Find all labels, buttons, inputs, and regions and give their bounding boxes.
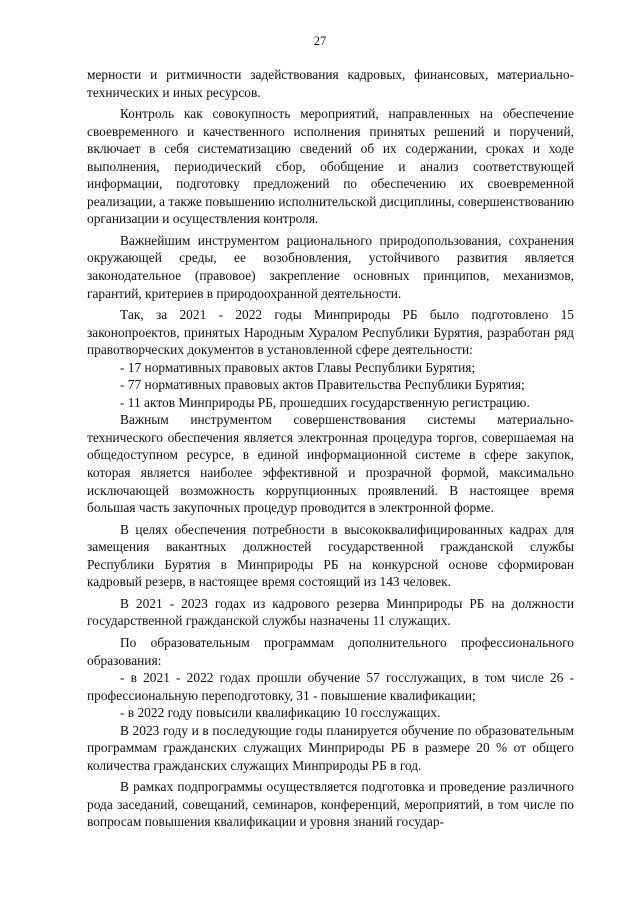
list-item-ministry-acts: - 11 актов Минприроды РБ, прошедших государственную регистрацию. xyxy=(120,394,530,410)
paragraph-bills: Так, за 2021 - 2022 годы Минприроды РБ было подготовлено 15 законопроектов, принятых Народным Хуралом Республики Бурятия, разработан ряд правотворческих документов в установленной сфере деятельности: xyxy=(87,307,574,358)
paragraph-resources-continuation: мерности и ритмичности задействования кадровых, финансовых, материально-технических и иных ресурсов. xyxy=(87,67,574,100)
list-item-training-2021-2022: - в 2021 - 2022 годах прошли обучение 57 госслужащих, в том числе 26 - профессиональную переподготовку, 31 - повышение квалификации; xyxy=(87,670,574,703)
paragraph-personnel-reserve: В целях обеспечения потребности в высококвалифицированных кадрах для замещения вакантных должностей государственной гражданской службы Республики Бурятия в Минприроды РБ на конкурсной основе сформирован кадровый резерв, в настоящее время состоящий из 143 человек. xyxy=(87,521,574,590)
paragraph-appointments: В 2021 - 2023 годах из кадрового резерва Минприроды РБ на должности государственной гражданской службы назначены 11 служащих. xyxy=(87,595,574,629)
paragraph-training-plan: В 2023 году и в последующие годы планируется обучение по образовательным программам гражданских служащих Минприроды РБ в размере 20 % от общего количества гражданских служащих Минприроды РБ в год. xyxy=(87,722,574,773)
paragraph-control: Контроль как совокупность мероприятий, направленных на обеспечение своевременного и качественного исполнения принятых решений и поручений, включает в себя систематизацию сведений об их содержании, сроках и ходе выполнения, периодический сбор, обобщение и анализ соответствующей информации, подготовку предложений по обеспечению их своевременной реализации, а также повышению исполнительской дисциплины, совершенствованию организации и осуществления контроля. xyxy=(87,106,574,227)
list-item-training-2022: - в 2022 году повысили квалификацию 10 госслужащих. xyxy=(120,705,441,721)
paragraph-legislation: Важнейшим инструментом рационального природопользования, сохранения окружающей среды, ее возобновления, устойчивого развития является законодательное (правовое) закрепление основных принципов, механизмов, гарантий, критериев в природоохранной деятельности. xyxy=(87,232,574,301)
document-body xyxy=(87,66,574,831)
paragraph-education-programs: По образовательным программам дополнительного профессионального образования: xyxy=(87,634,574,668)
list-item-government-acts: - 77 нормативных правовых актов Правительства Республики Бурятия; xyxy=(120,377,525,393)
paragraph-procurement: Важным инструментом совершенствования системы материально-технического обеспечения является электронная процедура торгов, совершаемая на общедоступном ресурсе, в единой информационной системе в сфере закупок, которая является наиболее эффективной и прозрачной формой, максимально исключающей возможность коррупционных проявлений. В настоящее время большая часть закупочных процедур проводится в электронной форме. xyxy=(87,412,574,516)
page-number: 27 xyxy=(313,34,327,48)
paragraph-subprogram-events: В рамках подпрограммы осуществляется подготовка и проведение различного рода заседаний, совещаний, семинаров, конференций, мероприятий, в том числе по вопросам повышения квалификации и уровня знаний государ- xyxy=(87,779,574,830)
list-item-head-acts: - 17 нормативных правовых актов Главы Республики Бурятия; xyxy=(120,359,476,375)
